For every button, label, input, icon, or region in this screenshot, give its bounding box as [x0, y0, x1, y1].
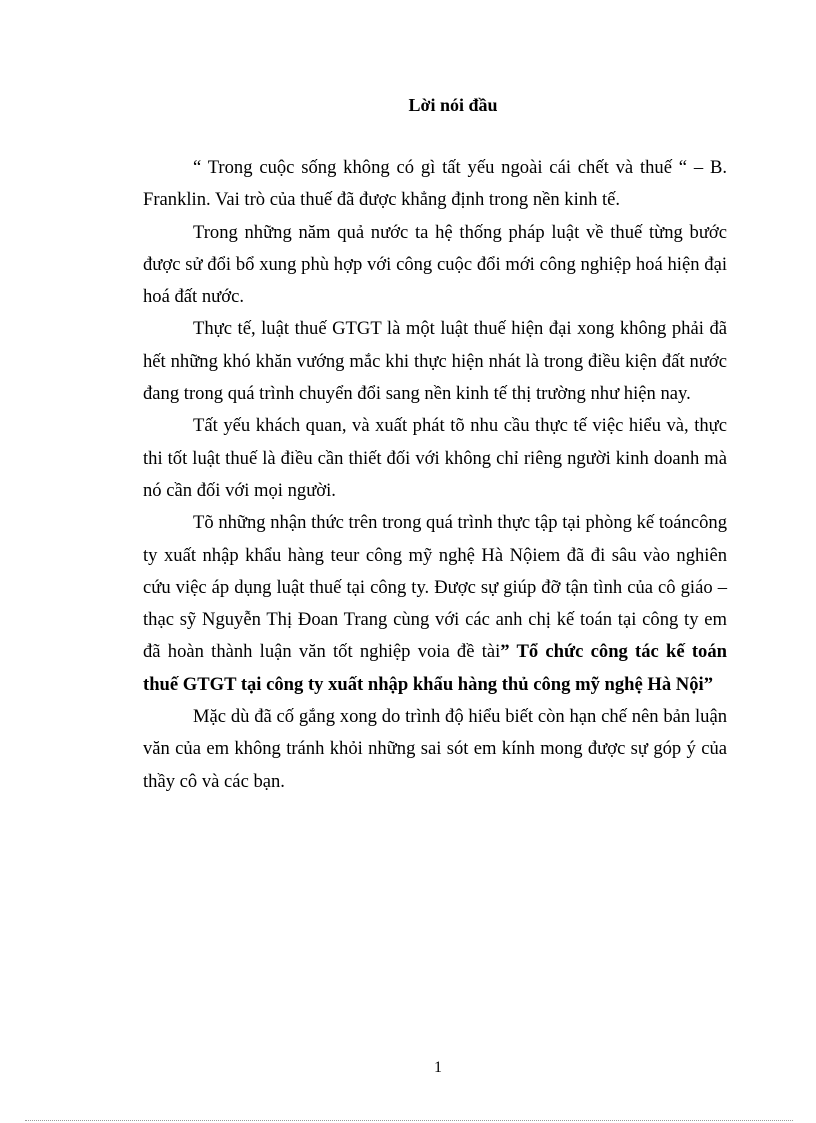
page-number: 1	[434, 1059, 442, 1076]
paragraph-2: Trong những năm quả nước ta hệ thống pháp luật về thuế từng bước được sử đổi bổ xung phù hợp với công cuộc đổi mới công nghiệp hoá hiện đại hoá đất nước.	[143, 221, 727, 308]
paragraph-5	[143, 507, 727, 701]
paragraph-6: Mặc dù đã cố gắng xong do trình độ hiểu biết còn hạn chế nên bản luận văn của em không tránh khỏi những sai sót em kính mong được sự góp ý của thầy cô và các bạn.	[143, 706, 727, 792]
document-body	[143, 152, 727, 798]
thesis-title-bold: ” Tổ chức công tác kế toán thuế GTGT tại công ty xuất nhập khẩu hàng thủ công mỹ nghệ Hà Nội”	[143, 641, 727, 695]
paragraph-1: “ Trong cuộc sống không có gì tất yếu ngoài cái chết và thuế “ – B. Franklin. Vai trò của thuế đã được khẳng định trong nền kinh tế.	[143, 157, 727, 211]
paragraph-5-text: Tõ những nhận thức trên trong quá trình thực tập tại phòng kế toáncông ty xuất nhập khẩu hàng teur công mỹ nghệ Hà Nộiem đã đi sâu vào nghiên cứu việc áp dụng luật thuế tại công ty. Được sự giúp đỡ tận tình của cô giáo – thạc sỹ Nguyễn Thị Đoan Trang cùng với các anh chị kế toán tại công ty em đã hoàn thành luận văn tốt nghiệp voia đề tài	[143, 512, 727, 663]
page-bottom-divider	[25, 1120, 793, 1121]
paragraph-3: Thực tế, luật thuế GTGT là một luật thuế hiện đại xong không phải đã hết những khó khăn vướng mắc khi thực hiện nhát là trong điều kiện đất nước đang trong quá trình chuyển đổi sang nền kinh tế thị trường như hiện nay.	[143, 318, 727, 405]
paragraph-4: Tất yếu khách quan, và xuất phát tõ nhu cầu thực tế việc hiểu và, thực thi tốt luật thuế là điều cần thiết đối với không chỉ riêng người kinh doanh mà nó cần đối với mọi người.	[143, 415, 727, 501]
page-title: Lời nói đầu	[408, 95, 498, 115]
